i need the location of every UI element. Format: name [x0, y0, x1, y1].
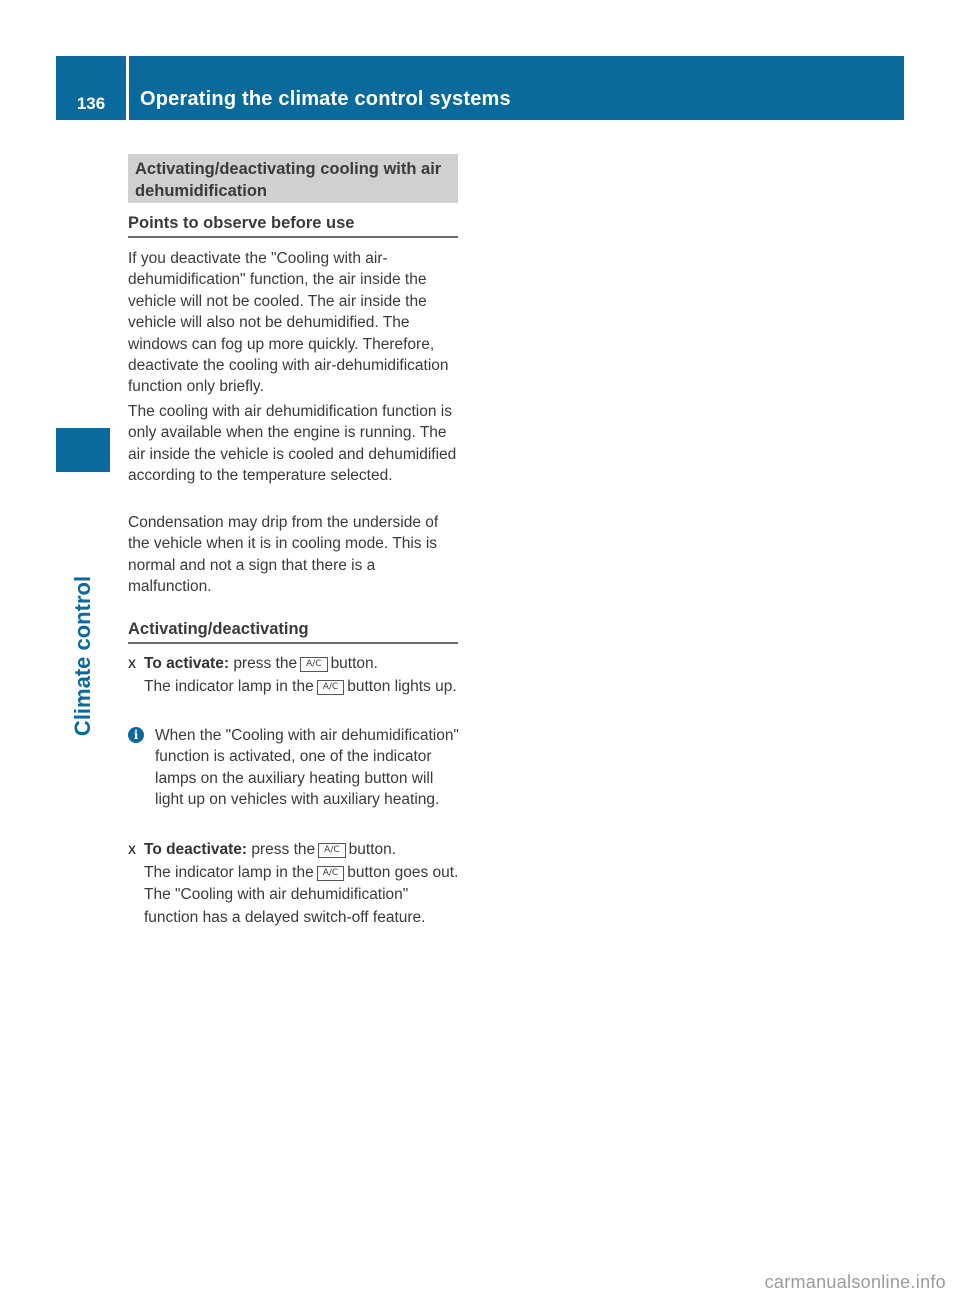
points-heading: Points to observe before use: [128, 214, 458, 238]
ac-key-icon: A/C: [318, 843, 345, 858]
activating-heading: Activating/deactivating: [128, 620, 458, 644]
info-note-text: When the "Cooling with air dehumidification" function is activated, one of the indicator lamps on the auxiliary heating button will light up on vehicles with auxiliary heating.: [155, 727, 459, 809]
deactivate-text-a: press the: [251, 841, 316, 858]
activate-label: To activate:: [144, 655, 229, 672]
activate-text-b: button.: [330, 655, 378, 672]
ac-key-icon: A/C: [300, 657, 327, 672]
deactivate-step: [128, 839, 460, 929]
ac-key-icon: A/C: [317, 680, 344, 695]
activate-step: [128, 653, 460, 698]
info-note: [128, 725, 460, 811]
points-paragraph-2: The cooling with air dehumidification function is only available when the engine is running. The air inside the vehicle is cooled and dehumidified according to the temperature selected.: [128, 403, 457, 485]
ac-key-icon: A/C: [317, 866, 344, 881]
footer-watermark: carmanualsonline.info: [764, 1272, 946, 1292]
deactivate-label: To deactivate:: [144, 841, 248, 858]
page-number: 136: [76, 94, 106, 113]
step-marker: X: [128, 657, 137, 671]
deactivate-text-b: button.: [348, 841, 397, 858]
deactivate-result-b: button goes out. The "Cooling with air dehumidification" function has a delayed switch-off feature.: [144, 863, 459, 926]
activate-text-a: press the: [233, 655, 298, 672]
step-marker: X: [128, 843, 137, 857]
page-title: Operating the climate control systems: [140, 88, 511, 110]
activate-result-a: The indicator lamp in the: [144, 677, 314, 695]
side-tab-label: Climate control: [70, 575, 95, 737]
points-paragraph-3: Condensation may drip from the underside of the vehicle when it is in cooling mode. This is normal and not a sign that there is a malfunction.: [128, 514, 439, 596]
activate-result-b: button lights up.: [347, 677, 457, 695]
side-tab-block: [56, 428, 110, 472]
info-icon: i: [128, 727, 144, 743]
header-divider: [126, 56, 129, 120]
points-paragraph-1: If you deactivate the "Cooling with air-dehumidification" function, the air inside the vehicle will not be cooled. The air inside the vehicle will also not be dehumidified. The windows can fog up more quickly. Therefore, deactivate the cooling with air-dehumidification function only briefly.: [128, 250, 449, 396]
section-title: Activating/deactivating cooling with air dehumidification: [128, 154, 458, 203]
deactivate-result-a: The indicator lamp in the: [144, 863, 314, 881]
